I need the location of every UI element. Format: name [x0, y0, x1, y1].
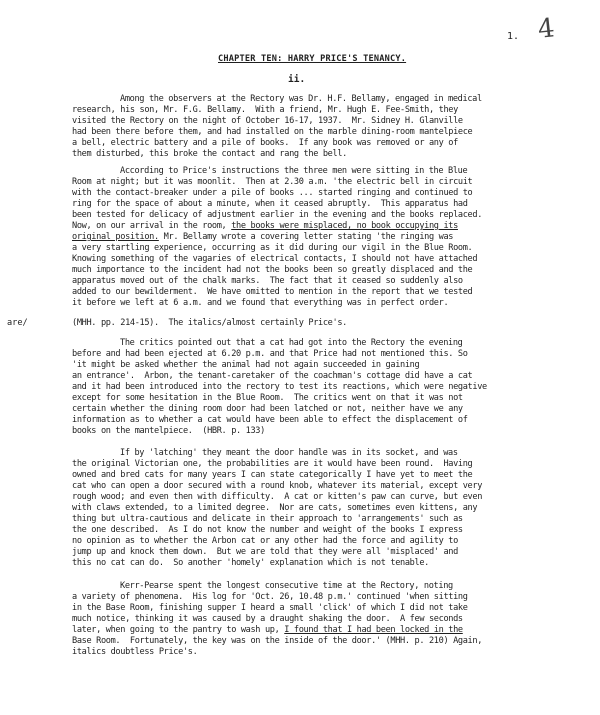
p3-line: certain whether the dining room door had been latched or not, neither have we any	[72, 404, 463, 414]
p4-line: jump up and knock them down. But we are told that they were all 'misplaced' and	[72, 547, 458, 557]
p3-line: an entrance'. Arbon, the tenant-caretaker of the coachman's cottage did have a cat	[72, 371, 473, 381]
p2-line	[72, 232, 592, 243]
p5-line: a variety of phenomena. His log for 'Oct. 26, 10.48 p.m.' continued 'when sitting	[72, 592, 468, 602]
p3-line: except for some hesitation in the Blue Room. The critics went on that it was not	[72, 393, 463, 403]
p5-line-start: later, when going to the pantry to wash up,	[72, 625, 285, 635]
p3-line: and it had been introduced into the rectory to test its reactions, which were negative	[72, 382, 487, 392]
p2-line: with the contact-breaker under a pile of books ... started ringing and continued to	[72, 188, 473, 198]
p2-line: (MHH. pp. 214-15). The italics/almost certainly Price's.	[72, 318, 347, 328]
p1-line: them disturbed, this broke the contact and rang the bell.	[72, 149, 347, 159]
p4-line: rough wood; and even then with difficulty. A cat or kitten's paw can curve, but even	[72, 492, 483, 502]
p2-line: it before we left at 6 a.m. and we found that everything was in perfect order.	[72, 298, 449, 308]
p4-line: the original Victorian one, the probabilities are it would have been round. Having	[72, 459, 473, 469]
p2-line-start: Now, on our arrival in the room,	[72, 221, 232, 231]
p2-line: much importance to the incident had not the books been so greatly displaced and the	[72, 265, 473, 275]
p5-line: much notice, thinking it was caused by a draught shaking the door. A few seconds	[72, 614, 463, 624]
p5-line: Kerr-Pearse spent the longest consecutive time at the Rectory, noting	[120, 581, 453, 591]
p3-line: information as to whether a cat would have been able to effect the displacement of	[72, 415, 468, 425]
underlined-passage: original position.	[72, 232, 159, 242]
p1-line: research, his son, Mr. F.G. Bellamy. With a friend, Mr. Hugh E. Fee-Smith, they	[72, 105, 458, 115]
p4-line: this no cat can do. So another 'homely' explanation which is not tenable.	[72, 558, 429, 568]
p5-line	[72, 625, 592, 636]
p2-line	[72, 221, 592, 232]
p2-line: been tested for delicacy of adjustment earlier in the evening and the books replaced.	[72, 210, 483, 220]
p3-line: books on the mantelpiece. (HBR. p. 133)	[72, 426, 265, 436]
p2-line: apparatus moved out of the chalk marks. The fact that it ceased so suddenly also	[72, 276, 463, 286]
p2-line-end: Mr. Bellamy wrote a covering letter stating 'the ringing was	[158, 232, 454, 242]
p4-line: thing but ultra-cautious and delicate in their approach to 'arrangements' such as	[72, 514, 463, 524]
page-number: 1.	[507, 31, 520, 42]
chapter-title: CHAPTER TEN: HARRY PRICE'S TENANCY.	[218, 54, 407, 64]
underlined-passage: the books were misplaced, no book occupying its	[231, 221, 458, 231]
p2-line: According to Price's instructions the three men were sitting in the Blue	[120, 166, 468, 176]
p4-line: with claws extended, to a limited degree. Nor are cats, sometimes even kittens, any	[72, 503, 478, 513]
p1-line: visited the Rectory on the night of October 16-17, 1937. Mr. Sidney H. Glanville	[72, 116, 463, 126]
p2-line: Room at night; but it was moonlit. Then at 2.30 a.m. 'the electric bell in circuit	[72, 177, 473, 187]
p4-line: cat who can open a door secured with a round knob, whatever its material, except very	[72, 481, 483, 491]
p4-line: owned and bred cats for many years I can state categorically I have yet to meet the	[72, 470, 473, 480]
margin-note: are/	[7, 318, 28, 328]
p2-line: added to our bewilderment. We have omitted to mention in the report that we tested	[72, 287, 473, 297]
p3-line: before and had been ejected at 6.20 p.m. and that Price had not mentioned this. So	[72, 349, 468, 359]
p5-line: italics doubtless Price's.	[72, 647, 198, 657]
p2-line: Knowing something of the vagaries of electrical contacts, I should not have attached	[72, 254, 478, 264]
handwritten-page-mark: 4	[536, 13, 557, 45]
section-number: ii.	[288, 74, 306, 85]
p2-line: a very startling experience, occurring as it did during our vigil in the Blue Room.	[72, 243, 473, 253]
p1-line: Among the observers at the Rectory was Dr. H.F. Bellamy, engaged in medical	[120, 94, 482, 104]
p4-line: If by 'latching' they meant the door handle was in its socket, and was	[120, 448, 458, 458]
p4-line: no opinion as to whether the Arbon cat or any other had the force and agility to	[72, 536, 458, 546]
p1-line: a bell, electric battery and a pile of books. If any book was removed or any of	[72, 138, 458, 148]
p4-line: the one described. As I do not know the number and weight of the books I express	[72, 525, 463, 535]
p5-line: in the Base Room, finishing supper I heard a small 'click' of which I did not take	[72, 603, 468, 613]
p5-line: Base Room. Fortunately, the key was on the inside of the door.' (MHH. p. 210) Again,	[72, 636, 483, 646]
p1-line: had been there before them, and had installed on the marble dining-room mantelpiece	[72, 127, 473, 137]
p3-line: The critics pointed out that a cat had got into the Rectory the evening	[120, 338, 463, 348]
p2-line: ring for the space of about a minute, when it ceased abruptly. This apparatus had	[72, 199, 468, 209]
underlined-passage: I found that I had been locked in the	[284, 625, 463, 635]
p3-line: 'it might be asked whether the animal had not again succeeded in gaining	[72, 360, 420, 370]
